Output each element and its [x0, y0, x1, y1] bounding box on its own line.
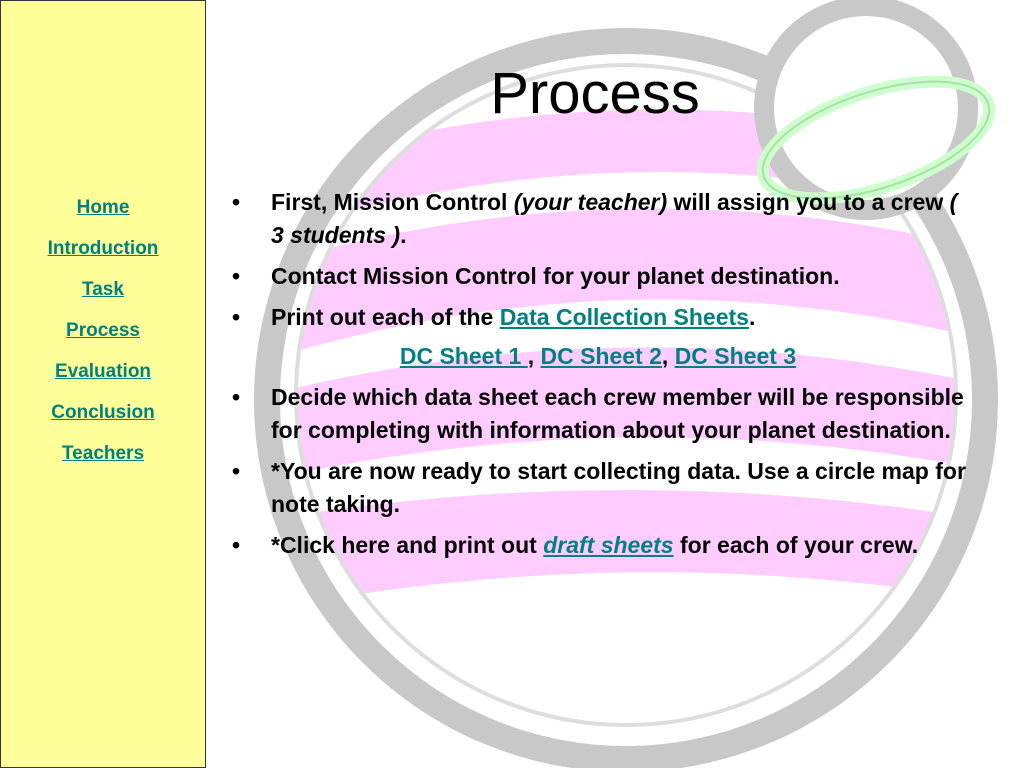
dc-sheet-links-line	[228, 340, 968, 373]
separator: ,	[527, 343, 541, 369]
list-item-decide-data-sheet	[228, 381, 968, 447]
page-title: Process	[490, 61, 700, 126]
draft-sheets-link[interactable]	[543, 532, 673, 558]
step-text: will assign you to a crew	[667, 189, 950, 215]
nav-link-teachers[interactable]: Teachers	[61, 443, 145, 464]
bullet-glyph: •	[232, 304, 241, 330]
bullet-glyph: •	[232, 532, 241, 558]
list-item-assign-crew	[228, 186, 968, 252]
list-item-draft-sheets	[228, 529, 968, 562]
step-text: *You are now ready to start collecting data. Use a circle map for note taking.	[271, 458, 966, 517]
step-text: .	[400, 222, 407, 248]
step-text: .	[748, 304, 756, 330]
nav-link-process[interactable]: Process	[66, 320, 140, 341]
nav-link-conclusion[interactable]: Conclusion	[51, 402, 155, 423]
step-text: Decide which data sheet each crew member will be responsible for completing with information about your planet destination.	[271, 384, 964, 443]
bullet-glyph: •	[232, 384, 241, 410]
step-text: First, Mission Control	[271, 189, 514, 215]
step-italic-text: ( 3 students )	[271, 189, 958, 248]
bullet-glyph: •	[232, 458, 241, 484]
sidebar	[0, 0, 206, 768]
dc-sheet-1-link[interactable]: DC Sheet 1	[399, 343, 528, 369]
nav-link-home[interactable]: Home	[76, 197, 130, 218]
dc-sheet-2-link[interactable]: DC Sheet 2	[540, 343, 662, 369]
list-item-contact-mission-control	[228, 260, 968, 293]
process-content	[228, 186, 968, 570]
nav-link-evaluation[interactable]: Evaluation	[54, 361, 152, 382]
step-text: *Click here and print out	[271, 532, 544, 558]
draft-sheets-link-text: draft sheets	[543, 532, 674, 558]
separator: ,	[661, 343, 675, 369]
step-text: Print out each of the	[271, 304, 500, 330]
process-steps-list	[228, 186, 968, 562]
step-text: for each of your crew.	[673, 532, 919, 558]
dc-sheet-3-link[interactable]: DC Sheet 3	[674, 343, 797, 369]
data-collection-sheets-link[interactable]: Data Collection Sheets	[499, 304, 749, 330]
nav-menu	[1, 187, 205, 474]
list-item-print-sheets	[228, 301, 968, 334]
step-italic-text: (your teacher)	[513, 189, 668, 215]
nav-link-introduction[interactable]: Introduction	[47, 238, 159, 259]
bullet-glyph: •	[232, 263, 241, 289]
bullet-glyph: •	[232, 189, 241, 215]
step-text: Contact Mission Control for your planet destination.	[271, 263, 840, 289]
nav-link-task[interactable]: Task	[82, 279, 124, 300]
list-item-start-collecting	[228, 455, 968, 521]
